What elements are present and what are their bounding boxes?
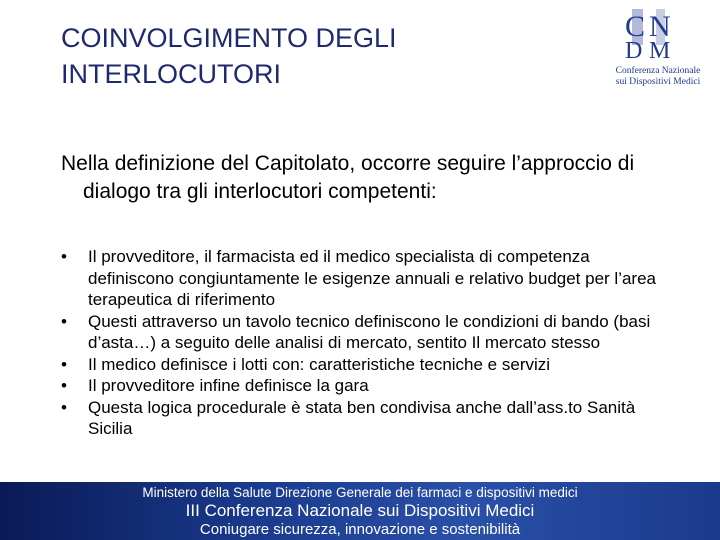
bullet-text: Questi attraverso un tavolo tecnico definiscono le condizioni di bando (basi d’asta…) a seguito delle analisi di mercato, sentito Il mercato stesso xyxy=(88,311,651,352)
bullet-item xyxy=(61,354,671,376)
bullet-text: Questa logica procedurale è stata ben condivisa anche dall’ass.to Sanità Sicilia xyxy=(88,397,636,438)
bullet-item xyxy=(61,311,671,354)
logo-name-line-1: Conferenza Nazionale xyxy=(615,66,701,76)
bullet-text: Il provveditore, il farmacista ed il medico specialista di competenza definiscono congiuntamente le esigenze annuali e relativo budget per l’area terapeutica di riferimento xyxy=(88,247,656,309)
cndm-logo-graphic xyxy=(598,6,716,92)
bullet-item xyxy=(61,246,671,311)
footer-conference-line: III Conferenza Nazionale sui Dispositivi Medici xyxy=(185,501,535,520)
bullet-dot: • xyxy=(61,247,67,266)
logo-letter-c: C xyxy=(625,10,646,43)
logo-letter-n: N xyxy=(649,10,671,43)
logo-name-line-2: sui Dispositivi Medici xyxy=(615,77,701,87)
bullet-dot: • xyxy=(61,311,67,331)
footer-tagline: Coniugare sicurezza, innovazione e sostenibilità xyxy=(199,521,521,538)
intro-paragraph: Nella definizione del Capitolato, occorre seguire l’approccio di dialogo tra gli interlocutori competenti: xyxy=(61,152,635,203)
bullet-item xyxy=(61,397,671,440)
footer-banner xyxy=(0,482,720,540)
bullet-dot: • xyxy=(61,354,67,374)
cndm-logo xyxy=(598,6,716,92)
bullet-dot: • xyxy=(61,397,67,417)
slide-title-line-1: COINVOLGIMENTO DEGLI xyxy=(61,23,397,53)
bullet-text: Il medico definisce i lotti con: caratteristiche tecniche e servizi xyxy=(88,354,551,374)
slide-title-line-2: INTERLOCUTORI xyxy=(61,59,282,89)
slide-title xyxy=(61,20,561,92)
footer-ministry-line: Ministero della Salute Direzione Generale dei farmaci e dispositivi medici xyxy=(142,485,578,500)
bullet-list xyxy=(61,246,671,440)
logo-letter-d: D xyxy=(625,38,643,64)
bullet-item xyxy=(61,375,671,397)
logo-letter-m: M xyxy=(649,38,671,64)
bullet-text: Il provveditore infine definisce la gara xyxy=(88,376,369,395)
bullet-dot: • xyxy=(61,376,67,395)
